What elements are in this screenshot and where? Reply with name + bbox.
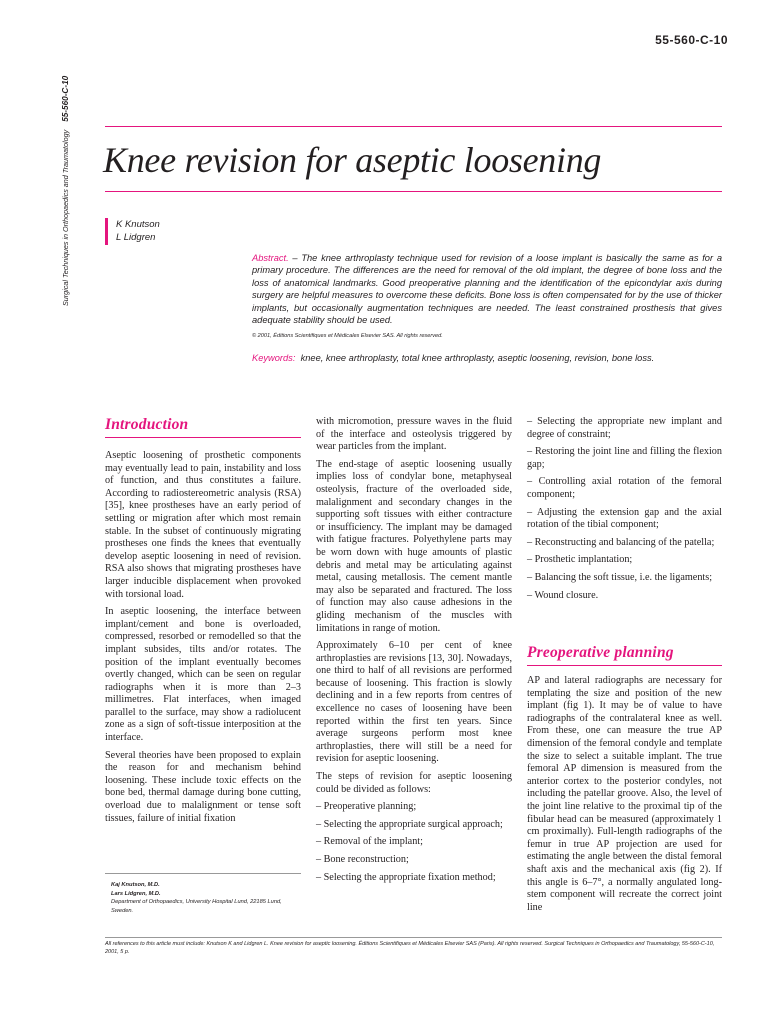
title-rule-bottom [105,191,722,192]
revision-steps-list [316,801,512,884]
side-journal-title [42,8,74,308]
abstract [252,252,722,326]
paragraph: In aseptic loosening, the interface between implant/cement and bone is overloaded, compressed, resorbed or remodelled so that the implant subsides, tilts and/or rotates. The position of the implant eventually becomes overtly changed, which can be seen on regular radiographs when it is more than 2–3 millimetres. Flat interfaces, when imaged parallel to the surface, may show a radiolucent zone as a sign of soft-tissue interposition at the interface. [105,606,301,744]
list-item: – Selecting the appropriate new implant and degree of constraint; [527,416,722,440]
revision-steps-list-continued [527,416,722,602]
keywords-label: Keywords: [252,353,296,363]
heading-preoperative-planning: Preoperative planning [527,644,674,661]
list-item: – Removal of the implant; [316,836,423,848]
page-code: 55-560-C-10 [655,33,728,47]
paragraph: Approximately 6–10 per cent of knee arthroplasties are revisions [13, 30]. Nowadays, one third to half of all revisions are performed because of loosening. This fraction is slowly declining and in a few reports from centres of excellence no cases of loosening have been reported within the first ten years. Since average surgeons perform most knee arthroplasties, there will still be a need for revision for aseptic loosening. [316,640,512,765]
citation-footer: All references to this article must include: Knutson K and Lidgren L. Knee revision for aseptic loosening. Éditions Scientifiques et Médicales Elsevier SAS (Paris). All rights reserved. Surgical Techniques in Orthopaedics and Traumatology, 55-560-C-10, 2001, 5 p. [105,941,715,956]
paragraph: Several theories have been proposed to explain the reason for and mechanism behind loosening. These include toxic effects on the bone bed, thermal damage during bone cutting, overload due to malalignment or tense soft tissues, failure of initial fixation [105,749,301,824]
paragraph: The end-stage of aseptic loosening usually implies loss of condylar bone, metaphyseal osteolysis, fracture of the overloaded side, malalignment and secondary changes in the supporting soft tissues with either contracture or insufficiency. The implant may be damaged with fatigue fractures. Polyethylene parts may be worn down with huge amounts of plastic debris and metal may be articulating against metal, causing metallosis. The cement mantle may also be separated and fractured. The loss of function may also cause adhesions in the gliding mechanism of the muscles with limitations in range of motion. [316,458,512,634]
list-item: – Wound closure. [527,589,599,601]
preop-section [527,675,722,919]
paragraph: with micromotion, pressure waves in the fluid of the interface and osteolysis triggered by wear particles from the implant. [316,416,512,453]
abstract-label: Abstract. [252,253,289,263]
list-item: – Reconstructing and balancing of the patella; [527,536,715,548]
heading-rule [527,665,722,666]
heading-introduction: Introduction [105,416,189,433]
author-name: L Lidgren [116,232,156,243]
affiliation-author: Lars Lidgren, M.D. [111,890,161,897]
title-rule-top [105,126,722,127]
side-journal-name: Surgical Techniques in Orthopaedics and Traumatology [61,129,70,306]
list-item: – Selecting the appropriate fixation method; [316,871,496,883]
affiliation-author: Kaj Knutson, M.D. [111,882,160,888]
side-journal-code: 55-560-C-10 [61,75,70,122]
author-name: K Knutson [116,219,160,230]
column-3 [527,416,722,607]
list-item: – Balancing the soft tissue, i.e. the ligaments; [527,571,713,583]
column-2 [316,416,512,889]
affiliation [111,881,301,915]
list-item: – Adjusting the extension gap and the axial rotation of the tibial component; [527,506,722,531]
affiliation-address: Department of Orthopaedics, University Hospital Lund, 22185 Lund, Sweden. [111,899,282,914]
list-item: – Restoring the joint line and filling the flexion gap; [527,446,722,470]
keywords [252,353,722,363]
author-list [116,218,160,244]
list-item: – Bone reconstruction; [316,854,409,865]
paragraph: The steps of revision for aseptic loosening could be divided as follows: [316,771,512,795]
paragraph: Aseptic loosening of prosthetic components may eventually lead to pain, instability and loss of function, and thus constitutes a failure. According to radiostereometric analysis (RSA) [35], knee prostheses have an early period of settling or migration after which most remain stable. In the subset of continuously migrating prostheses one finds the knees that eventually develop aseptic loosening in need of revision. RSA also shows that migrating prostheses have larger inducible displacement when provoked with torsional load. [105,450,301,600]
abstract-text: – The knee arthroplasty technique used for revision of a loose implant is basically the same as for a primary procedure. The differences are the need for removal of the old implant, the degree of bone loss and the loss of anatomical landmarks. Good preoperative planning and the identification of the epicondylar axis during surgery are helpful measures to overcome these deficits. Bone loss is often compensated for by the use of thicker implants, but occasionally augmentation techniques are needed. The least constrained prosthesis that gives adequate stability should be used. [252,253,722,326]
list-item: – Selecting the appropriate surgical approach; [316,818,503,830]
heading-rule [105,437,301,438]
affiliation-rule [105,873,301,874]
author-bar [105,218,108,245]
keywords-text: knee, knee arthroplasty, total knee arthroplasty, aseptic loosening, revision, bone loss. [300,353,655,363]
list-item: – Preoperative planning; [316,801,417,813]
list-item: – Prosthetic implantation; [527,554,633,566]
article-title: Knee revision for aseptic loosening [103,140,602,180]
column-1 [105,450,301,830]
footer-rule [105,937,722,938]
svg-text:Surgical Techniques in Orthopa [61,75,70,306]
paragraph: AP and lateral radiographs are necessary for templating the size and position of the new implant (fig 1). It may be of value to have radiographs of the contralateral knee as well. From these, one can measure the true AP dimension of the femoral condyle and template the size to select a suitable implant. The true femoral AP dimension is measured from the anterior cortex to the posterior condyles, not including the patellar groove. Also, the level of the joint line relative to the proximal tip of the fibular head can be measured (approximately 1 cm proximally). Full-length radiographs of the femur in true AP projection are used for estimating the angle between the distal femoral shaft axis and the mechanical axis (fig 2). If this angle is 6–7°, a normally angulated long-stem component will recreate the correct joint line [527,675,722,913]
copyright: © 2001, Éditions Scientifiques et Médicales Elsevier SAS. All rights reserved. [252,333,443,339]
list-item: – Controlling axial rotation of the femoral component; [527,476,722,500]
